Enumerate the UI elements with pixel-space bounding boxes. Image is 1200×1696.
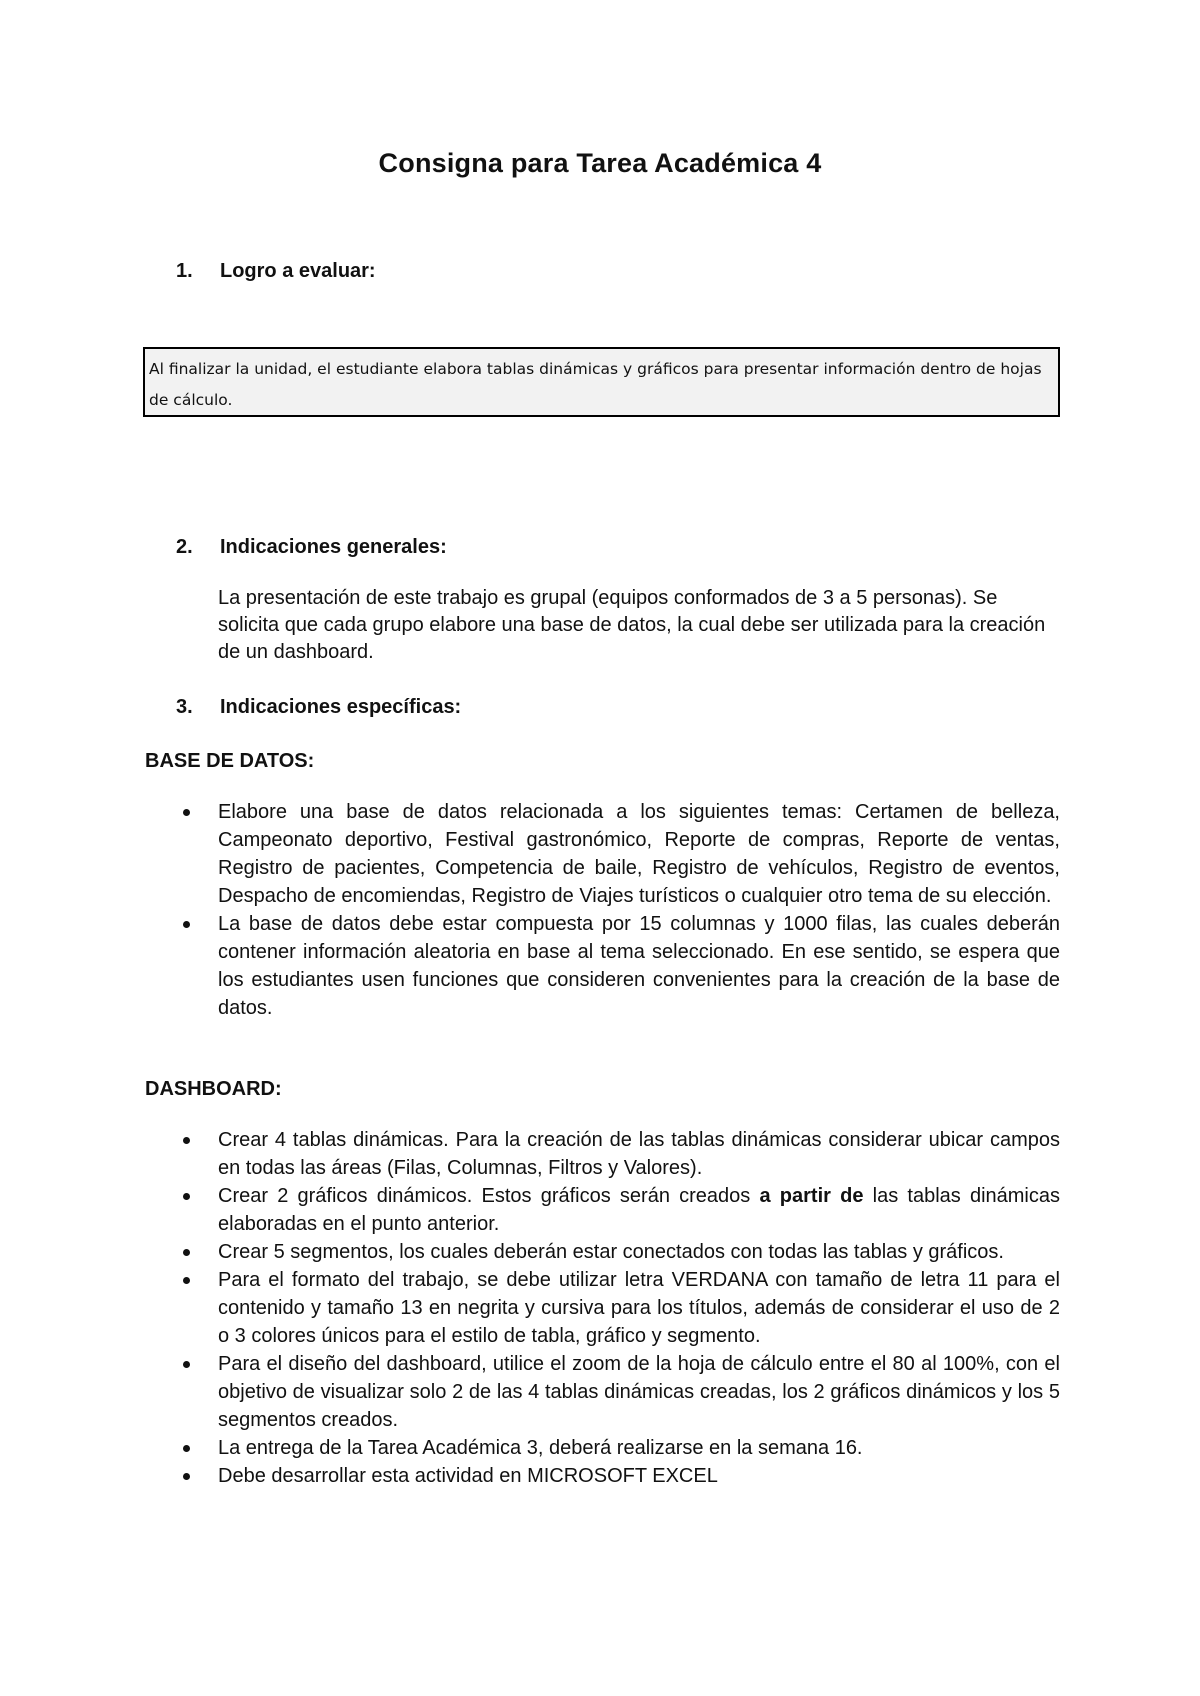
section-3-heading <box>176 696 461 719</box>
list-item <box>176 1182 1060 1238</box>
list-item-text: Elabore una base de datos relacionada a los siguientes temas: Certamen de belleza, Campeonato deportivo, Festival gastronómico, Reporte de compras, Reporte de ventas, Registro de pacientes, Competencia de baile, Registro de vehículos, Registro de eventos, Despacho de encomiendas, Registro de Viajes turísticos o cualquier otro tema de su elección. <box>218 801 1060 907</box>
bullet-icon <box>183 921 190 928</box>
objective-box <box>143 347 1060 417</box>
bullet-icon <box>183 1249 190 1256</box>
bullet-icon <box>183 809 190 816</box>
section-2-number: 2. <box>176 536 193 558</box>
list-item-text: La base de datos debe estar compuesta por 15 columnas y 1000 filas, las cuales deberán contener información aleatoria en base al tema seleccionado. En ese sentido, se espera que los estudiantes usen funciones que consideren convenientes para la creación de la base de datos. <box>218 913 1060 1019</box>
list-item-text-start: Crear 2 gráficos dinámicos. Estos gráficos serán creados <box>218 1185 760 1207</box>
list-item-emphasis: a partir de <box>759 1185 864 1207</box>
dashboard-heading: DASHBOARD: <box>145 1078 282 1100</box>
section-1-heading <box>176 260 376 283</box>
list-item-text: Debe desarrollar esta actividad en MICROSOFT EXCEL <box>218 1465 718 1487</box>
section-1-title: Logro a evaluar: <box>220 260 376 282</box>
section-2-title: Indicaciones generales: <box>220 536 447 558</box>
list-item-text: Crear 5 segmentos, los cuales deberán estar conectados con todas las tablas y gráficos. <box>218 1241 1004 1263</box>
list-item <box>176 1434 1060 1462</box>
section-3-number: 3. <box>176 696 193 718</box>
document-title: Consigna para Tarea Académica 4 <box>378 148 822 178</box>
list-item-text: Para el diseño del dashboard, utilice el zoom de la hoja de cálculo entre el 80 al 100%, con el objetivo de visualizar solo 2 de las 4 tablas dinámicas creadas, los 2 gráficos dinámicos y los 5 segmentos creados. <box>218 1353 1060 1431</box>
bullet-icon <box>183 1277 190 1284</box>
list-item <box>176 798 1060 910</box>
section-1-number: 1. <box>176 260 193 282</box>
bullet-icon <box>183 1361 190 1368</box>
bullet-icon <box>183 1473 190 1480</box>
list-item <box>176 1126 1060 1182</box>
list-item-text <box>218 1185 1060 1235</box>
list-item <box>176 1462 1060 1490</box>
dashboard-list <box>176 1126 1060 1490</box>
list-item <box>176 910 1060 1022</box>
list-item <box>176 1266 1060 1350</box>
section-3-title: Indicaciones específicas: <box>220 696 462 718</box>
general-indications-paragraph: La presentación de este trabajo es grupal (equipos conformados de 3 a 5 personas). Se solicita que cada grupo elabore una base de datos, la cual debe ser utilizada para la creación de un dashboard. <box>218 587 1046 663</box>
base-datos-heading: BASE DE DATOS: <box>145 750 315 772</box>
bullet-icon <box>183 1137 190 1144</box>
list-item-text: Para el formato del trabajo, se debe utilizar letra VERDANA con tamaño de letra 11 para el contenido y tamaño 13 en negrita y cursiva para los títulos, además de considerar el uso de 2 o 3 colores únicos para el estilo de tabla, gráfico y segmento. <box>218 1269 1060 1347</box>
list-item-text: La entrega de la Tarea Académica 3, deberá realizarse en la semana 16. <box>218 1437 863 1459</box>
objective-text: Al finalizar la unidad, el estudiante elabora tablas dinámicas y gráficos para presentar información dentro de hojas de cálculo. <box>149 360 1042 409</box>
bullet-icon <box>183 1193 190 1200</box>
bullet-icon <box>183 1445 190 1452</box>
list-item-text: Crear 4 tablas dinámicas. Para la creación de las tablas dinámicas considerar ubicar campos en todas las áreas (Filas, Columnas, Filtros y Valores). <box>218 1129 1060 1179</box>
list-item-text-end: las tablas dinámicas elaboradas en el punto anterior. <box>218 1185 1060 1235</box>
list-item <box>176 1238 1060 1266</box>
list-item <box>176 1350 1060 1434</box>
base-datos-list <box>176 798 1060 1022</box>
section-2-heading <box>176 536 447 559</box>
